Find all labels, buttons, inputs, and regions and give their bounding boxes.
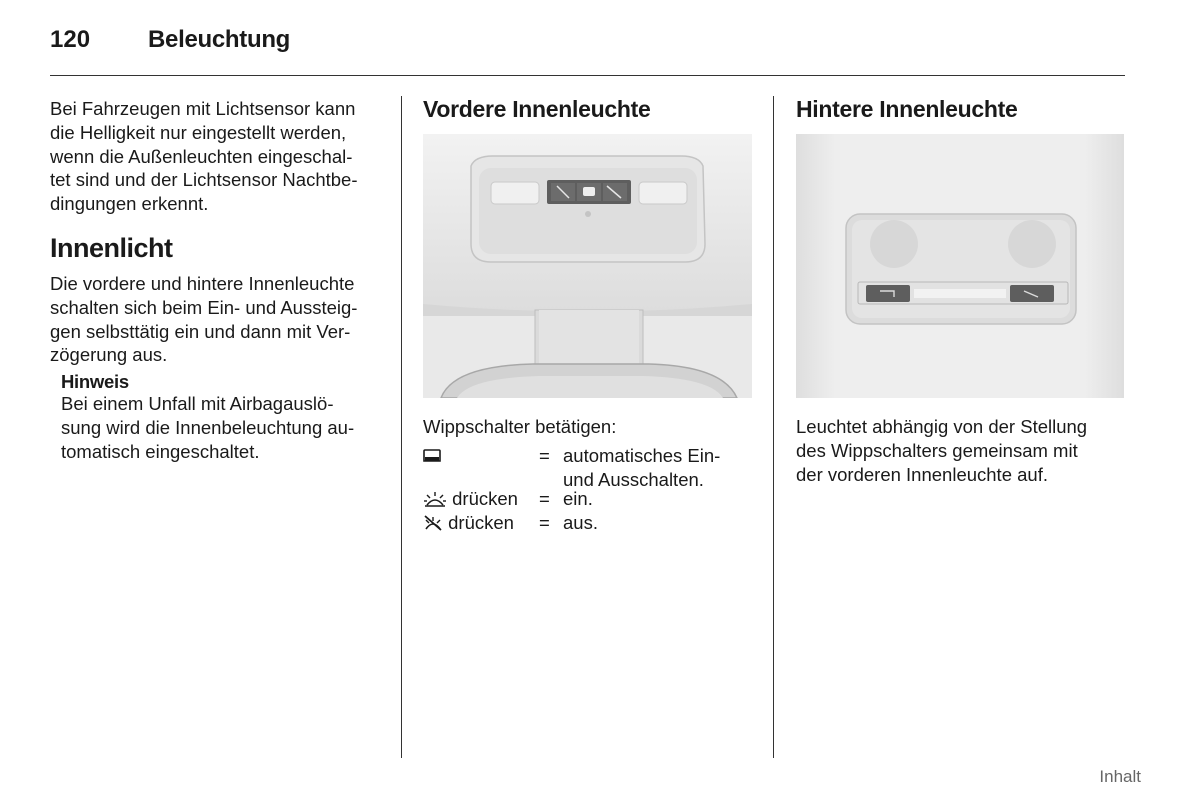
- column-divider-2: [773, 96, 774, 758]
- rear-light-paragraph: Leuchtet abhängig von der Stellung des Wippschalters gemeinsam mit der vorderen Innenleuchte auf.: [796, 416, 1088, 485]
- rear-light-illustration: [796, 134, 1124, 398]
- note-paragraph: Bei einem Unfall mit Airbagauslö- sung wird die Innenbeleuchtung au- tomatisch eingeschaltet.: [61, 393, 355, 462]
- rear-light-figure: [796, 134, 1124, 398]
- legend-row-auto: = automatisches Ein- und Ausschalten.: [423, 444, 763, 492]
- contents-link[interactable]: Inhalt: [1099, 767, 1141, 786]
- legend-row-on: drücken = ein.: [423, 487, 763, 511]
- column-divider-1: [401, 96, 402, 758]
- door-icon: [423, 444, 441, 468]
- section-heading-front-light: Vordere Innenleuchte: [423, 96, 651, 122]
- page-number: 120: [50, 26, 91, 53]
- light-off-icon: [423, 512, 448, 533]
- innenlicht-paragraph: Die vordere und hintere Innenleuchte schalten sich beim Ein- und Aussteig- gen selbsttätig ein und dann mit Ver- zögerung aus.: [50, 273, 358, 366]
- front-light-figure: [423, 134, 752, 398]
- section-heading-innenlicht: Innenlicht: [50, 233, 173, 263]
- legend-row-off: drücken = aus.: [423, 511, 763, 535]
- intro-paragraph: Bei Fahrzeugen mit Lichtsensor kann die Helligkeit nur eingestellt werden, wenn die Außenleuchten eingeschal- tet sind und der Lichtsensor Nachtbe- dingungen erkennt.: [50, 98, 358, 215]
- header-rule: [50, 75, 1125, 76]
- chapter-title: Beleuchtung: [148, 26, 291, 53]
- light-on-icon: [423, 488, 452, 509]
- front-light-illustration: [423, 134, 752, 398]
- note-label: Hinweis: [61, 371, 129, 392]
- section-heading-rear-light: Hintere Innenleuchte: [796, 96, 1018, 122]
- instruction-text: Wippschalter betätigen:: [423, 416, 617, 437]
